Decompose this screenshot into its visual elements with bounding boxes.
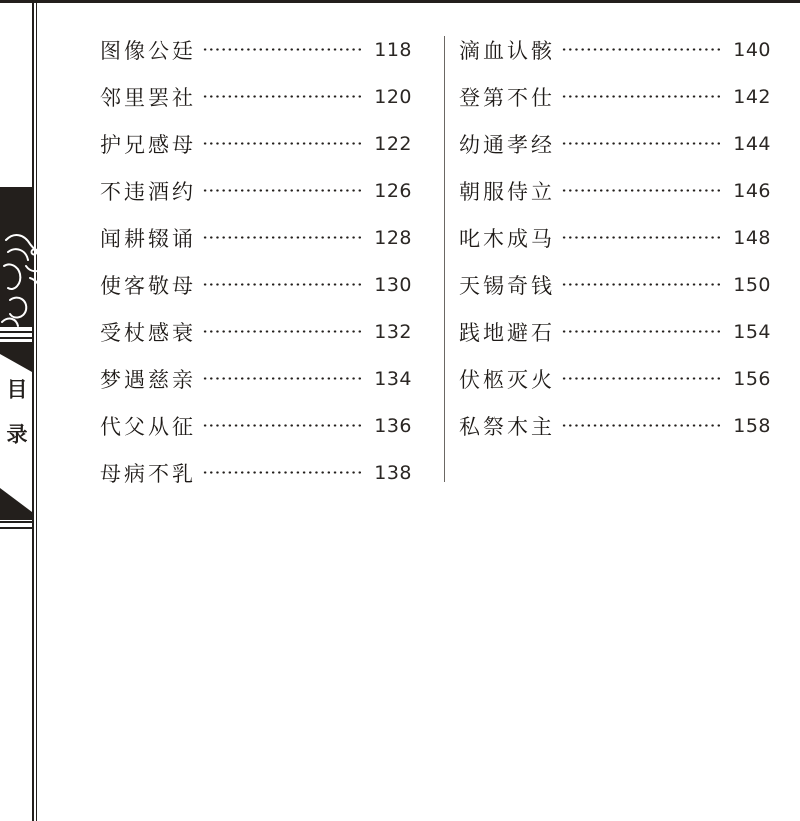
dot-leader	[202, 142, 364, 145]
toc-entry-title: 登第不仕	[459, 85, 555, 110]
toc-entry[interactable]	[459, 308, 771, 355]
dot-leader	[561, 95, 723, 98]
toc-entry-page-number: 158	[733, 414, 771, 437]
toc-entry-page-number: 122	[374, 132, 412, 155]
toc-entry-title: 朝服侍立	[459, 179, 555, 204]
toc-entry-page-number: 130	[374, 273, 412, 296]
toc-entry-title: 梦遇慈亲	[100, 367, 196, 392]
toc-entry[interactable]	[100, 167, 412, 214]
dot-leader	[202, 236, 364, 239]
dot-leader	[202, 377, 364, 380]
toc-entry-page-number: 118	[374, 38, 412, 61]
toc-entry-title: 滴血认骸	[459, 38, 555, 63]
dot-leader	[561, 283, 723, 286]
toc-entry-page-number: 154	[733, 320, 771, 343]
toc-entry-page-number: 132	[374, 320, 412, 343]
dot-leader	[202, 189, 364, 192]
top-border	[0, 0, 800, 3]
toc-entry-title: 图像公廷	[100, 38, 196, 63]
dot-leader	[561, 48, 723, 51]
toc-entry-page-number: 120	[374, 85, 412, 108]
toc-entry-page-number: 156	[733, 367, 771, 390]
toc-column-right	[459, 26, 771, 449]
toc-entry[interactable]	[100, 120, 412, 167]
toc-entry[interactable]	[100, 449, 412, 496]
toc-entry[interactable]	[100, 73, 412, 120]
spine-rule	[0, 521, 32, 523]
toc-entry-title: 幼通孝经	[459, 132, 555, 157]
dot-leader	[202, 48, 364, 51]
toc-entry-title: 闻耕辍诵	[100, 226, 196, 251]
toc-entry[interactable]	[459, 402, 771, 449]
spine-edge-line	[32, 0, 34, 821]
toc-entry-title: 践地避石	[459, 320, 555, 345]
toc-entry[interactable]	[459, 120, 771, 167]
toc-entry-page-number: 126	[374, 179, 412, 202]
toc-entry-page-number: 146	[733, 179, 771, 202]
toc-entry[interactable]	[459, 167, 771, 214]
dot-leader	[561, 142, 723, 145]
dot-leader	[202, 283, 364, 286]
toc-entry[interactable]	[100, 26, 412, 73]
toc-entry-title: 天锡奇钱	[459, 273, 555, 298]
dot-leader	[202, 471, 364, 474]
toc-entry[interactable]	[100, 214, 412, 261]
dot-leader	[561, 236, 723, 239]
toc-entry-title: 叱木成马	[459, 226, 555, 251]
dot-leader	[202, 330, 364, 333]
toc-entry-title: 邻里罢社	[100, 85, 196, 110]
toc-entry[interactable]	[459, 73, 771, 120]
toc-entry-title: 私祭木主	[459, 414, 555, 439]
toc-entry-title: 使客敬母	[100, 273, 196, 298]
toc-entry-page-number: 150	[733, 273, 771, 296]
toc-entry-title: 伏柩灭火	[459, 367, 555, 392]
toc-entry[interactable]	[100, 402, 412, 449]
column-divider	[444, 36, 445, 482]
toc-entry-page-number: 138	[374, 461, 412, 484]
toc-entry-title: 护兄感母	[100, 132, 196, 157]
toc-entry-page-number: 140	[733, 38, 771, 61]
spine-rule	[0, 527, 32, 529]
dot-leader	[561, 377, 723, 380]
toc-entry[interactable]	[100, 261, 412, 308]
toc-column-left	[100, 26, 412, 496]
toc-heading: 目录	[4, 378, 28, 468]
toc-entry-title: 受杖感衰	[100, 320, 196, 345]
toc-entry-page-number: 144	[733, 132, 771, 155]
toc-entry-title: 不违酒约	[100, 179, 196, 204]
toc-entry-page-number: 142	[733, 85, 771, 108]
toc-entry-page-number: 136	[374, 414, 412, 437]
toc-entry-title: 代父从征	[100, 414, 196, 439]
spine-edge-line-thin	[36, 0, 37, 821]
dot-leader	[202, 424, 364, 427]
dragon-ornament-icon	[0, 222, 46, 332]
toc-entry[interactable]	[100, 308, 412, 355]
toc-entry-page-number: 148	[733, 226, 771, 249]
toc-entry[interactable]	[459, 26, 771, 73]
spine-rule	[0, 337, 32, 339]
toc-entry[interactable]	[459, 261, 771, 308]
toc-entry-title: 母病不乳	[100, 461, 196, 486]
toc-entry[interactable]	[100, 355, 412, 402]
toc-entry[interactable]	[459, 355, 771, 402]
toc-entry-page-number: 128	[374, 226, 412, 249]
dot-leader	[561, 424, 723, 427]
toc-entry-page-number: 134	[374, 367, 412, 390]
dot-leader	[561, 330, 723, 333]
dot-leader	[561, 189, 723, 192]
dot-leader	[202, 95, 364, 98]
toc-entry[interactable]	[459, 214, 771, 261]
